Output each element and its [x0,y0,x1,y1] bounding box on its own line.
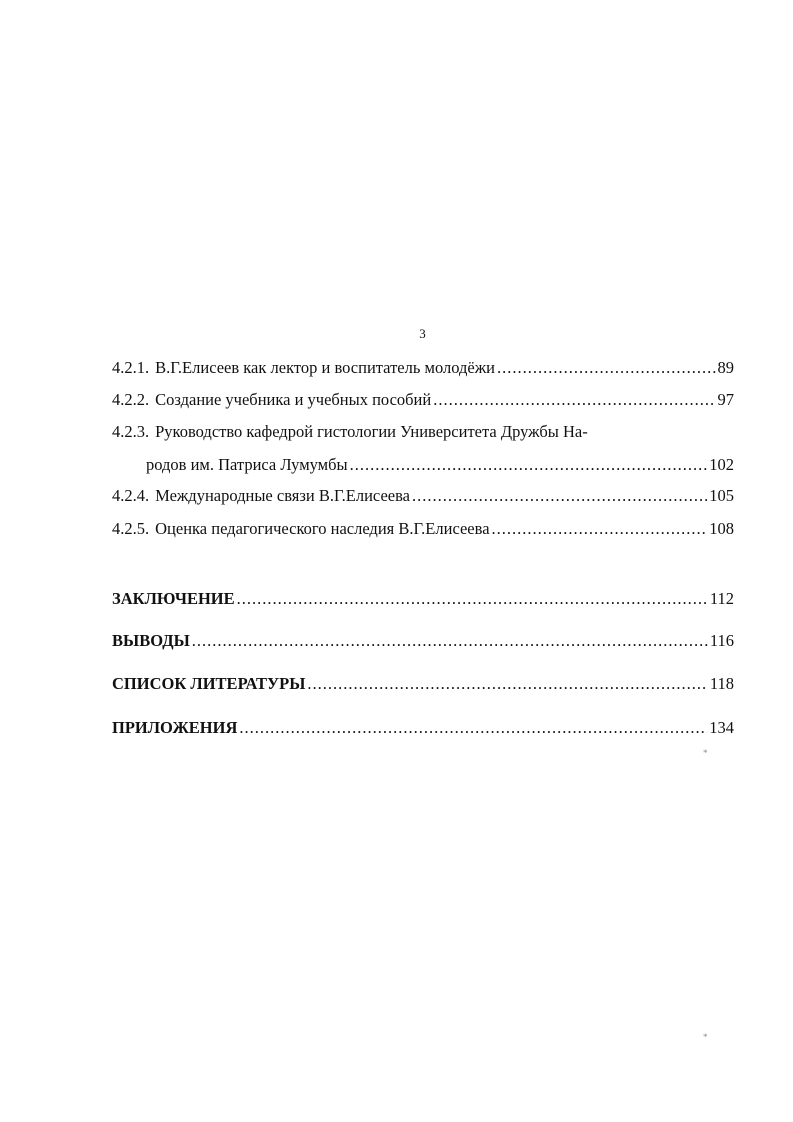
toc-leader-dots [492,518,708,540]
toc-entry-page: 97 [717,390,734,409]
toc-entry-number: 4.2.2. [112,390,150,409]
toc-leader-dots [239,717,707,739]
toc-entry-4-2-5 [112,518,734,540]
toc-leader-dots [497,357,716,379]
toc-leader-dots [307,673,707,695]
toc-entry-conclusion [112,588,734,610]
toc-entry-page: 105 [709,486,734,505]
toc-entry-title: СПИСОК ЛИТЕРАТУРЫ [112,674,306,693]
toc-entry-4-2-3-continued [146,454,734,476]
toc-entry-title: ПРИЛОЖЕНИЯ [112,718,238,737]
toc-entry-title: Создание учебника и учебных пособий [155,390,432,409]
toc-entry-title: родов им. Патриса Лумумбы [146,455,348,474]
toc-entry-title: Международные связи В.Г.Елисеева [155,486,410,505]
toc-entry-page: 116 [709,631,734,650]
toc-entry-title: Руководство кафедрой гистологии Университета Дружбы На- [155,422,588,441]
toc-entry-title: В.Г.Елисеев как лектор и воспитатель молодёжи [155,358,495,377]
toc-entry-title: ЗАКЛЮЧЕНИЕ [112,589,235,608]
toc-entry-findings [112,630,734,652]
toc-entry-number: 4.2.1. [112,358,150,377]
toc-entry-page: 108 [709,519,734,538]
toc-entry-4-2-1 [112,357,734,379]
toc-entry-references [112,673,734,695]
toc-entry-page: 118 [709,674,734,693]
toc-leader-dots [237,588,708,610]
page-number: 3 [419,326,426,341]
scan-speck: * [703,1032,708,1042]
toc-entry-4-2-3 [112,421,734,443]
toc-entry-number: 4.2.3. [112,422,150,441]
toc-leader-dots [350,454,708,476]
toc-entry-page: 112 [709,589,734,608]
toc-entry-number: 4.2.4. [112,486,150,505]
toc-entry-page: 102 [709,455,734,474]
toc-entry-page: 134 [709,718,734,737]
toc-leader-dots [192,630,708,652]
toc-entry-4-2-2 [112,389,734,411]
toc-entry-page: 89 [717,358,734,377]
toc-leader-dots [433,389,715,411]
toc-entry-number: 4.2.5. [112,519,150,538]
toc-entry-title: ВЫВОДЫ [112,631,190,650]
toc-entry-appendices [112,717,734,739]
toc-leader-dots [412,485,707,507]
scan-speck: * [703,748,708,758]
toc-entry-title: Оценка педагогического наследия В.Г.Елисеева [155,519,490,538]
toc-entry-4-2-4 [112,485,734,507]
